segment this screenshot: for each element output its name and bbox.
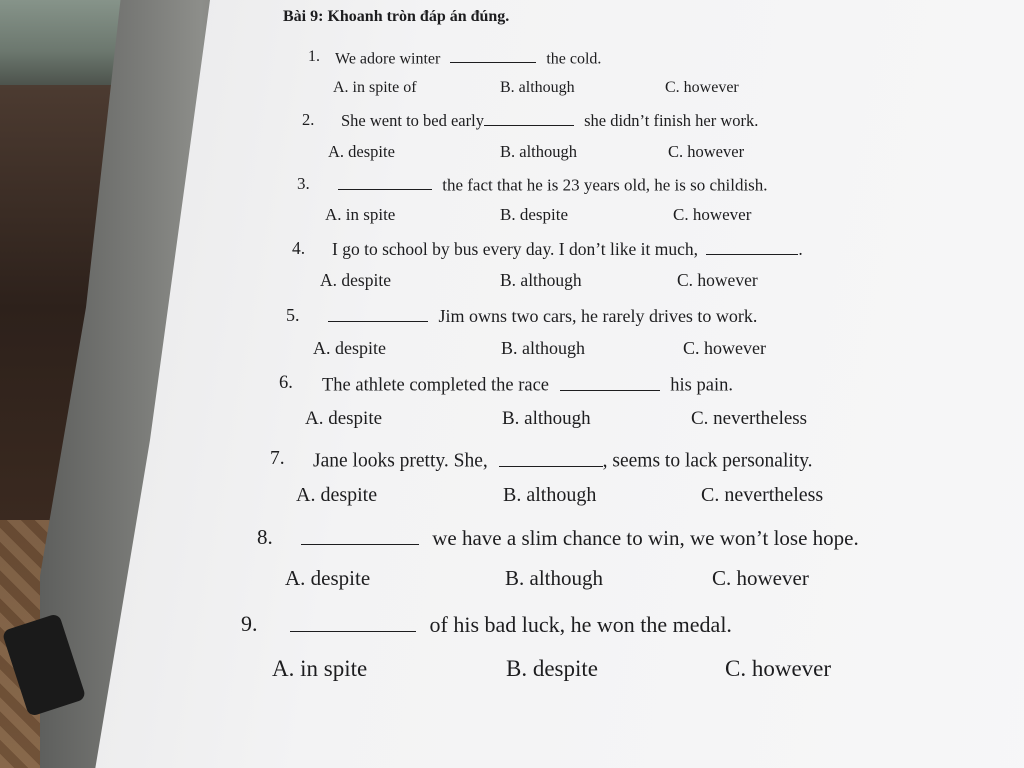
- option-a: A. despite: [328, 142, 395, 161]
- option-c: C. however: [683, 338, 766, 358]
- option-b: B. although: [500, 142, 577, 161]
- stem-after: Jim owns two cars, he rarely drives to work.: [438, 306, 758, 327]
- question-stem: [313, 448, 813, 473]
- answer-blank: [328, 305, 428, 322]
- answer-blank: [290, 611, 416, 632]
- option-c: C. however: [665, 79, 739, 96]
- option-c: C. nevertheless: [701, 484, 824, 506]
- option-a: A. in spite of: [333, 79, 417, 96]
- stem-after: his pain.: [670, 375, 733, 396]
- question-number: 2.: [302, 110, 315, 129]
- stem-before: The athlete completed the race: [322, 375, 550, 396]
- option-a: A. despite: [285, 566, 371, 590]
- question-stem: [290, 611, 732, 638]
- stem-after: of his bad luck, he won the medal.: [429, 611, 732, 637]
- option-b: B. although: [500, 79, 575, 96]
- answer-blank: [499, 448, 603, 467]
- stem-after: the cold.: [546, 50, 602, 68]
- option-b: B. although: [500, 270, 582, 290]
- question-stem: [335, 48, 601, 68]
- answer-blank: [560, 373, 660, 391]
- option-b: B. although: [503, 484, 597, 506]
- option-a: A. in spite: [325, 205, 396, 224]
- stem-after: , seems to lack personality.: [602, 450, 813, 472]
- option-a: A. despite: [305, 408, 383, 429]
- answer-blank: [301, 525, 419, 545]
- option-a: A. despite: [320, 270, 391, 290]
- option-c: C. nevertheless: [691, 408, 808, 429]
- stem-before: She went to bed early: [341, 110, 484, 130]
- stem-after: .: [798, 238, 803, 259]
- question-stem: [322, 373, 733, 397]
- stem-after: we have a slim chance to win, we won’t lose hope.: [432, 525, 859, 550]
- option-a: A. despite: [313, 338, 386, 358]
- option-b: B. although: [501, 338, 585, 358]
- question-stem: [328, 305, 757, 327]
- question-number: 4.: [292, 238, 306, 258]
- option-c: C. however: [712, 566, 809, 590]
- option-b: B. despite: [506, 656, 598, 681]
- question-number: 7.: [270, 448, 285, 469]
- option-b: B. although: [505, 566, 603, 590]
- question-number: 5.: [286, 305, 300, 325]
- option-c: C. however: [725, 656, 832, 681]
- question-number: 8.: [257, 525, 273, 549]
- question-number: 3.: [297, 174, 310, 193]
- question-number: 1.: [308, 48, 320, 65]
- answer-blank: [450, 48, 536, 63]
- stem-before: We adore winter: [335, 50, 441, 68]
- question-stem: [338, 174, 768, 195]
- question-number: 9.: [241, 611, 258, 636]
- stem-after: she didn’t finish her work.: [584, 110, 759, 130]
- option-c: C. however: [668, 142, 745, 161]
- stem-before: I go to school by bus every day. I don’t like it much,: [332, 238, 698, 259]
- answer-blank: [484, 110, 574, 126]
- option-c: C. however: [673, 205, 752, 224]
- stem-before: Jane looks pretty. She,: [313, 450, 488, 472]
- answer-blank: [706, 238, 798, 255]
- question-stem: [301, 525, 859, 551]
- option-a: A. in spite: [272, 656, 368, 681]
- option-b: B. although: [502, 408, 591, 429]
- option-b: B. despite: [500, 205, 568, 224]
- question-stem: [332, 238, 803, 260]
- option-a: A. despite: [296, 484, 378, 506]
- question-stem: [341, 110, 758, 131]
- answer-blank: [338, 174, 432, 190]
- question-number: 6.: [279, 373, 293, 393]
- option-c: C. however: [677, 270, 758, 290]
- stem-after: the fact that he is 23 years old, he is so childish.: [442, 175, 768, 195]
- exercise-title: Bài 9: Khoanh tròn đáp án đúng.: [283, 8, 510, 25]
